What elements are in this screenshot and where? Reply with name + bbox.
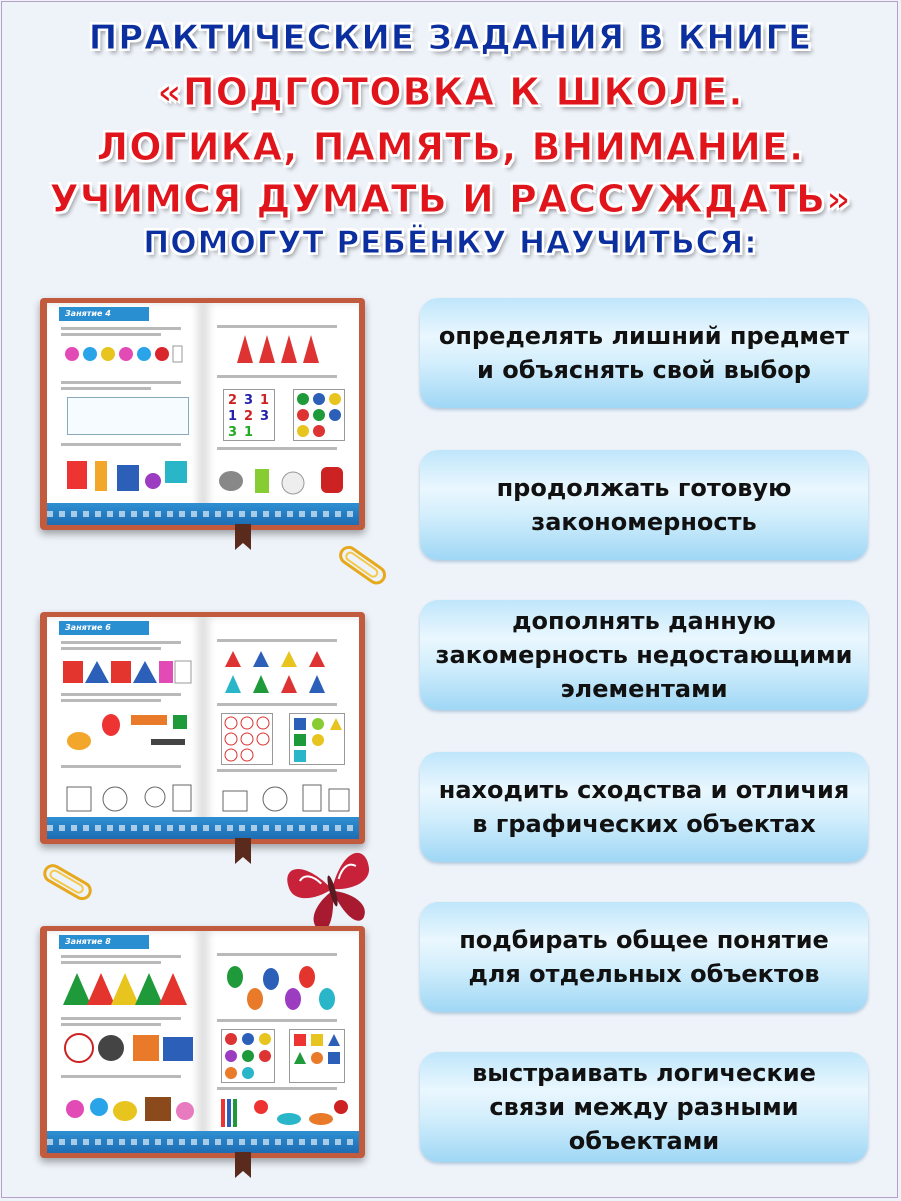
clock-icon <box>63 1031 197 1065</box>
svg-text:3: 3 <box>260 409 270 424</box>
skill-pill-2: продолжать готовую закономерность <box>420 450 868 560</box>
triangle-pattern-icon <box>63 971 193 1007</box>
svg-text:1: 1 <box>228 409 238 424</box>
svg-text:3: 3 <box>244 393 254 408</box>
headline-line-2: «ПОДГОТОВКА К ШКОЛЕ. <box>157 70 744 114</box>
geometric-shapes-icon <box>63 659 193 685</box>
lesson-title: Занятие 8 <box>59 935 149 949</box>
candy-icon <box>63 1087 197 1127</box>
headline-line-3: ЛОГИКА, ПАМЯТЬ, ВНИМАНИЕ. <box>96 125 805 169</box>
book-image-1 <box>40 298 365 548</box>
color-shapes-grid-icon <box>289 713 345 765</box>
flower-icon <box>63 345 183 363</box>
balloon-icon <box>65 711 195 755</box>
rocket-icon <box>237 335 327 363</box>
book-3-right-page <box>203 931 359 1153</box>
headline-line-1: ПРАКТИЧЕСКИЕ ЗАДАНИЯ В КНИГЕ <box>88 18 813 58</box>
svg-text:1: 1 <box>260 393 270 408</box>
book-2-right-page <box>203 617 359 839</box>
boat-icon <box>225 649 337 697</box>
svg-text:3: 3 <box>228 425 238 440</box>
clothes-icon <box>65 455 195 495</box>
number-grid-icon <box>223 389 275 441</box>
parrot-icon <box>223 963 343 1011</box>
book-1-right-page <box>203 303 359 525</box>
svg-text:2: 2 <box>244 409 254 424</box>
svg-text:2: 2 <box>228 393 238 408</box>
skill-pill-4: находить сходства и отличия в графических объектах <box>420 752 868 862</box>
butterfly-icon <box>285 845 380 933</box>
cat-icon <box>67 397 189 435</box>
book-2-left-page <box>47 617 203 839</box>
svg-text:1: 1 <box>244 425 254 440</box>
book-image-2 <box>40 612 365 862</box>
face-grid-icon <box>221 713 273 765</box>
lesson-title: Занятие 6 <box>59 621 149 635</box>
toys-icon <box>217 459 353 499</box>
dot-grid-icon <box>221 1029 275 1083</box>
book-3-left-page <box>47 931 203 1153</box>
shape-grid-icon <box>289 1029 345 1083</box>
skill-pill-6: выстраивать логические связи между разными объектами <box>420 1052 868 1162</box>
paperclip-icon <box>333 545 391 587</box>
paperclip-icon <box>38 862 96 904</box>
toy-icon <box>217 779 353 813</box>
pattern-grid-icon <box>293 389 345 441</box>
headline-line-4: УЧИМСЯ ДУМАТЬ И РАССУЖДАТЬ» <box>49 177 852 221</box>
skill-pill-1: определять лишний предмет и объяснять свой выбор <box>420 298 868 408</box>
fruit-fish-icon <box>217 1095 353 1129</box>
skill-pill-5: подбирать общее понятие для отдельных объектов <box>420 902 868 1012</box>
skill-pill-3: дополнять данную закомерность недостающими элементами <box>420 600 868 710</box>
book-1-left-page <box>47 303 203 525</box>
coloring-toys-icon <box>65 777 195 813</box>
book-image-3 <box>40 926 365 1176</box>
headline-line-5: ПОМОГУТ РЕБЁНКУ НАУЧИТЬСЯ: <box>143 225 758 261</box>
lesson-title: Занятие 4 <box>59 307 149 321</box>
